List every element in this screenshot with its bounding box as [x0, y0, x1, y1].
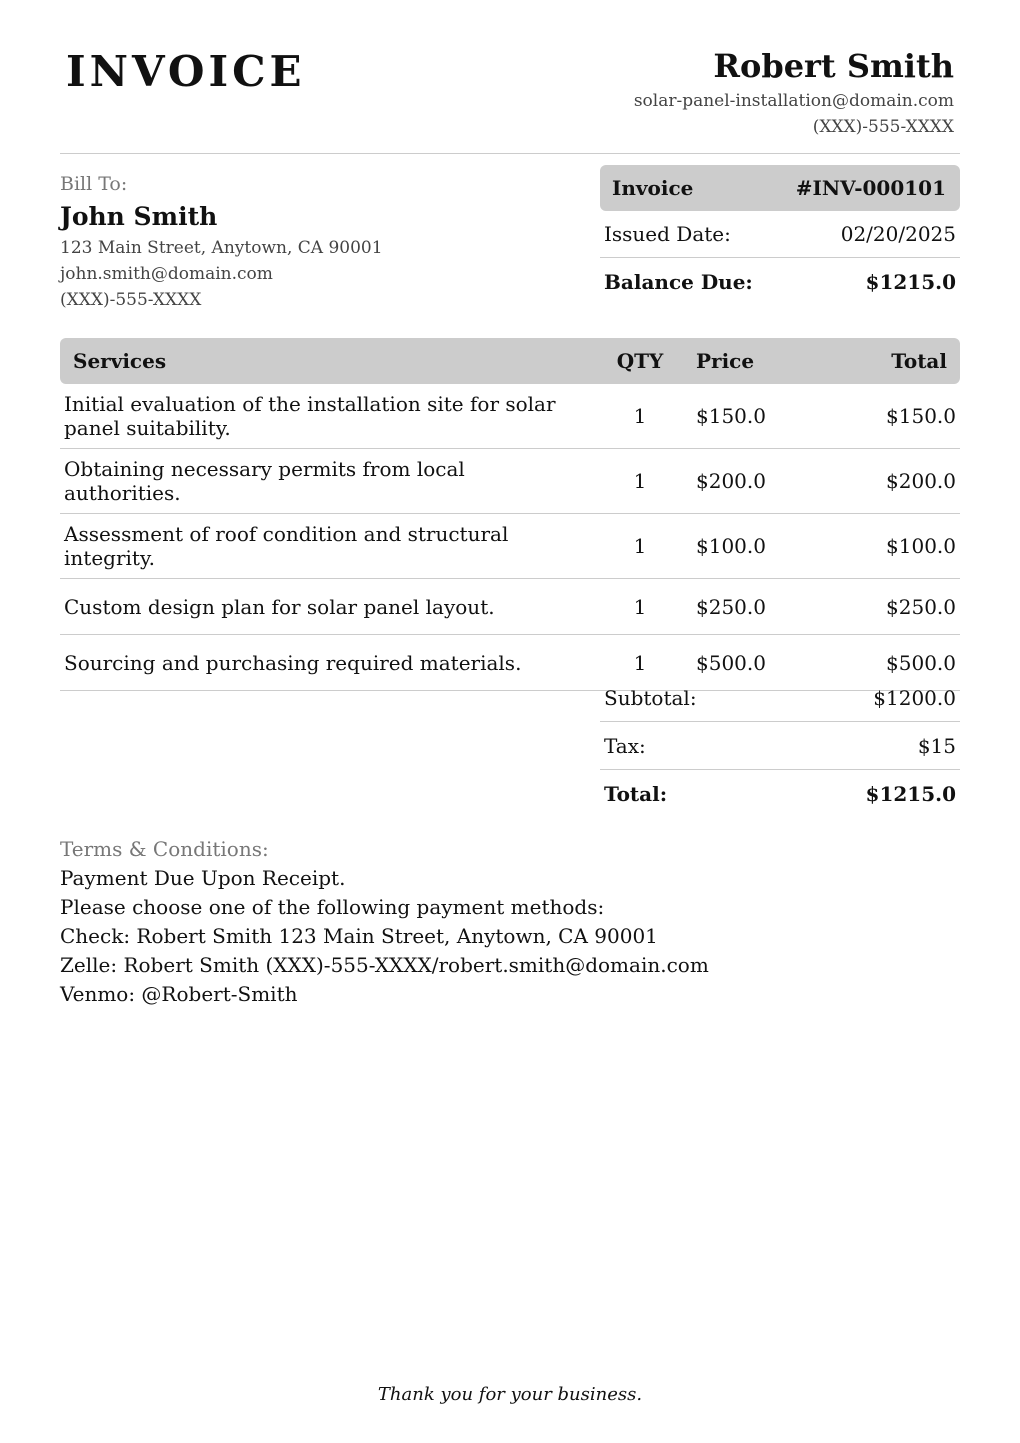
- invoice-number: #INV-000101: [795, 176, 946, 200]
- service-description: Custom design plan for solar panel layout.: [60, 579, 592, 635]
- service-total: $150.0: [824, 384, 960, 449]
- service-price: $500.0: [688, 635, 824, 691]
- service-price: $250.0: [688, 579, 824, 635]
- service-qty: 1: [592, 579, 688, 635]
- col-header-total: Total: [824, 338, 960, 384]
- terms-line: Check: Robert Smith 123 Main Street, Anytown, CA 90001: [60, 924, 658, 948]
- table-row: [60, 449, 960, 514]
- bill-to-email: john.smith@domain.com: [60, 264, 273, 284]
- terms-line: Payment Due Upon Receipt.: [60, 866, 346, 890]
- balance-due-value: $1215.0: [865, 269, 956, 294]
- bill-to-phone: (XXX)-555-XXXX: [60, 290, 202, 310]
- tax-label: Tax:: [604, 733, 646, 758]
- terms-label: Terms & Conditions:: [60, 837, 269, 861]
- tax-row: [600, 722, 960, 770]
- totals-section: [600, 674, 960, 818]
- invoice-meta-box: [600, 165, 960, 305]
- service-qty: 1: [592, 635, 688, 691]
- terms-line: Venmo: @Robert-Smith: [60, 982, 298, 1006]
- service-qty: 1: [592, 514, 688, 579]
- total-label: Total:: [604, 782, 668, 806]
- seller-name: Robert Smith: [713, 47, 954, 85]
- service-description: Initial evaluation of the installation site for solar panel suitability.: [60, 384, 592, 449]
- table-row: [60, 579, 960, 635]
- total-value: $1215.0: [865, 782, 956, 806]
- table-row: [60, 384, 960, 449]
- service-price: $100.0: [688, 514, 824, 579]
- table-row: [60, 514, 960, 579]
- balance-due-label: Balance Due:: [604, 269, 753, 294]
- tax-value: $15: [917, 733, 956, 758]
- bill-to-address: 123 Main Street, Anytown, CA 90001: [60, 238, 383, 258]
- services-header-row: [60, 338, 960, 384]
- bill-to-section: [60, 170, 560, 313]
- service-total: $500.0: [824, 635, 960, 691]
- service-qty: 1: [592, 384, 688, 449]
- issued-date-label: Issued Date:: [604, 222, 731, 246]
- seller-phone: (XXX)-555-XXXX: [812, 117, 954, 137]
- col-header-price: Price: [688, 338, 824, 384]
- total-row: [600, 770, 960, 818]
- seller-email: solar-panel-installation@domain.com: [633, 91, 954, 111]
- col-header-qty: QTY: [592, 338, 688, 384]
- seller-info: [634, 44, 954, 140]
- terms-line: Zelle: Robert Smith (XXX)-555-XXXX/robert.smith@domain.com: [60, 953, 709, 977]
- header-divider: [60, 153, 960, 154]
- balance-due-row: [600, 258, 960, 305]
- issued-date-value: 02/20/2025: [840, 222, 956, 246]
- service-price: $200.0: [688, 449, 824, 514]
- invoice-number-header: [600, 165, 960, 211]
- invoice-title: INVOICE: [66, 47, 306, 96]
- col-header-services: Services: [60, 338, 592, 384]
- subtotal-value: $1200.0: [873, 685, 956, 710]
- terms-line: Please choose one of the following payment methods:: [60, 895, 605, 919]
- invoice-label: Invoice: [612, 176, 694, 200]
- service-price: $150.0: [688, 384, 824, 449]
- footer-thank-you: Thank you for your business.: [377, 1384, 643, 1405]
- subtotal-label: Subtotal:: [604, 685, 697, 710]
- service-total: $100.0: [824, 514, 960, 579]
- subtotal-row: [600, 674, 960, 722]
- issued-date-row: [600, 211, 960, 258]
- services-table: [60, 338, 960, 691]
- bill-to-label: Bill To:: [60, 173, 128, 195]
- terms-section: [60, 834, 960, 1009]
- service-total: $200.0: [824, 449, 960, 514]
- service-description: Sourcing and purchasing required materials.: [60, 635, 592, 691]
- service-description: Assessment of roof condition and structural integrity.: [60, 514, 592, 579]
- service-qty: 1: [592, 449, 688, 514]
- bill-to-name: John Smith: [60, 202, 218, 231]
- service-total: $250.0: [824, 579, 960, 635]
- service-description: Obtaining necessary permits from local authorities.: [60, 449, 592, 514]
